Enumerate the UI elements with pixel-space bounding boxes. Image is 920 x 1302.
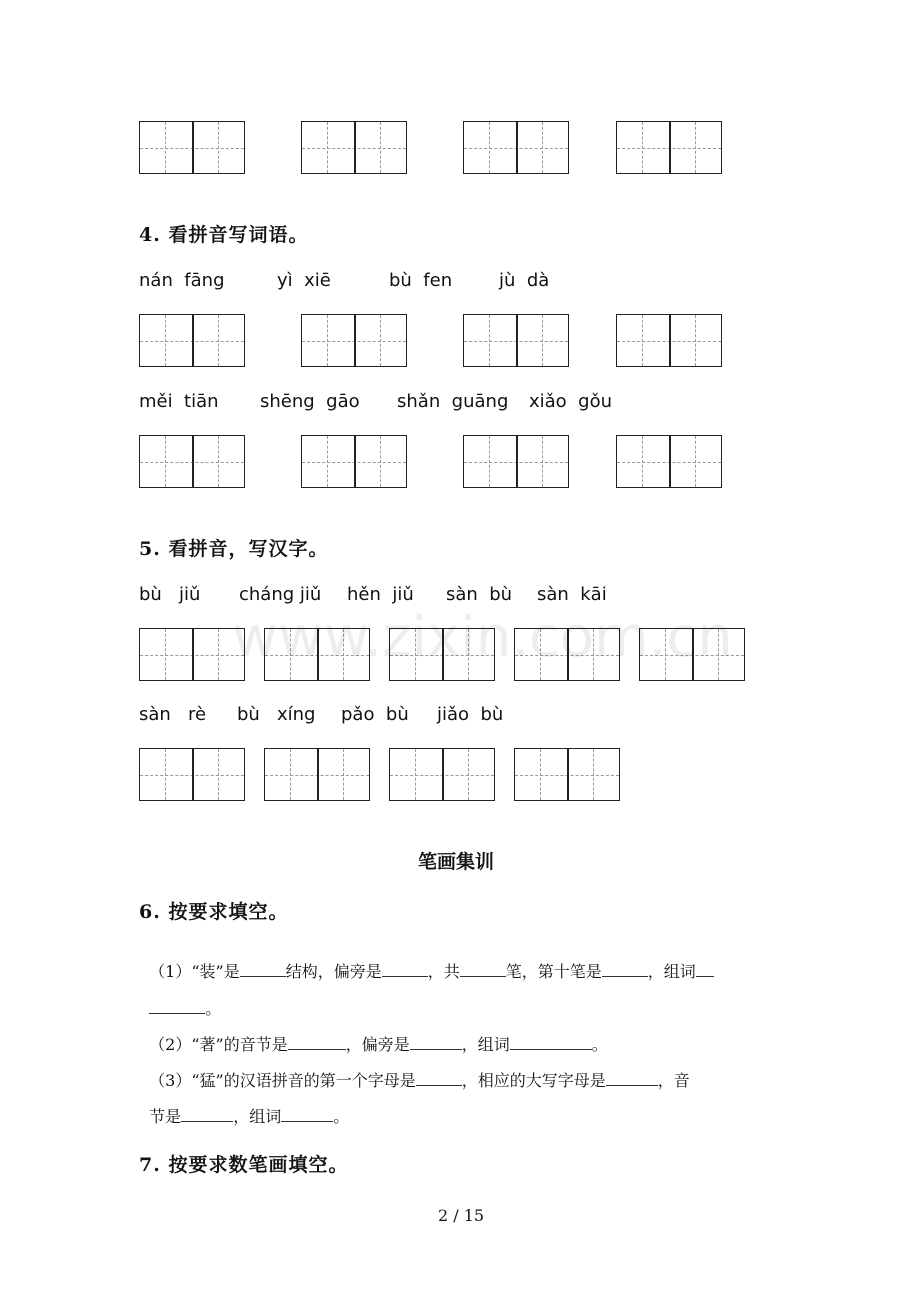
writing-grid[interactable] [264,748,370,801]
writing-grid[interactable] [616,121,722,174]
pinyin-label: sàn rè [139,704,207,725]
answer-blank[interactable] [410,1033,462,1050]
writing-grid[interactable] [463,121,569,174]
q7-title: 7. 按要求数笔画填空。 [139,1154,349,1176]
page-number: 2 / 15 [438,1206,485,1225]
section-title: 笔画集训 [418,851,495,873]
pinyin-label: měi tiān [139,391,219,412]
pinyin-label: bù jiǔ [139,584,201,605]
watermark: www.zixin.com.cn [232,605,733,670]
pinyin-label: nán fāng [139,270,225,291]
pinyin-label: jù dà [499,270,550,291]
writing-grid[interactable] [301,314,407,367]
answer-blank[interactable] [240,960,286,977]
writing-grid[interactable] [389,748,495,801]
pinyin-label: sàn bù [446,584,513,605]
pinyin-label: bù xíng [237,704,316,725]
answer-blank[interactable] [281,1105,333,1122]
q6-title: 6. 按要求填空。 [139,901,289,923]
writing-grid[interactable] [139,748,245,801]
writing-grid[interactable] [301,121,407,174]
pinyin-label: yì xiē [277,270,331,291]
writing-grid[interactable] [139,435,245,488]
pinyin-label: hěn jiǔ [347,584,414,605]
answer-blank[interactable] [696,960,714,977]
q6-line-3: （3）“猛”的汉语拼音的第一个字母是 ，相应的大写字母是 ，音 [149,1071,690,1090]
answer-blank[interactable] [460,960,506,977]
writing-grid[interactable] [616,314,722,367]
pinyin-label: sàn kāi [537,584,607,605]
pinyin-label: bù fen [389,270,453,291]
writing-grid[interactable] [514,748,620,801]
writing-grid[interactable] [616,435,722,488]
pinyin-label: shǎn guāng [397,391,509,412]
writing-grid[interactable] [139,314,245,367]
answer-blank[interactable] [149,997,205,1014]
answer-blank[interactable] [288,1033,346,1050]
q5-title: 5. 看拼音，写汉字。 [139,538,329,560]
q6-line-2: （2）“著”的音节是 ，偏旁是 ，组词 。 [149,1035,608,1054]
answer-blank[interactable] [382,960,428,977]
writing-grid[interactable] [463,435,569,488]
q6-line-4: 节是 ，组词 。 [149,1107,350,1126]
answer-blank[interactable] [602,960,648,977]
q6-line-1b: 。 [139,977,221,1019]
pinyin-label: jiǎo bù [437,704,504,725]
q6-line-1: （1）“装”是 结构，偏旁是 ，共 笔，第十笔是 ，组词 [139,940,714,982]
answer-blank[interactable] [606,1069,658,1086]
pinyin-label: cháng jiǔ [239,584,322,605]
pinyin-label: pǎo bù [341,704,409,725]
answer-blank[interactable] [181,1105,233,1122]
writing-grid[interactable] [463,314,569,367]
writing-grid[interactable] [301,435,407,488]
writing-grid[interactable] [139,628,245,681]
answer-blank[interactable] [510,1033,592,1050]
q4-title: 4. 看拼音写词语。 [139,224,309,246]
answer-blank[interactable] [416,1069,462,1086]
writing-grid[interactable] [139,121,245,174]
pinyin-label: shēng gāo [260,391,360,412]
pinyin-label: xiǎo gǒu [529,391,612,412]
